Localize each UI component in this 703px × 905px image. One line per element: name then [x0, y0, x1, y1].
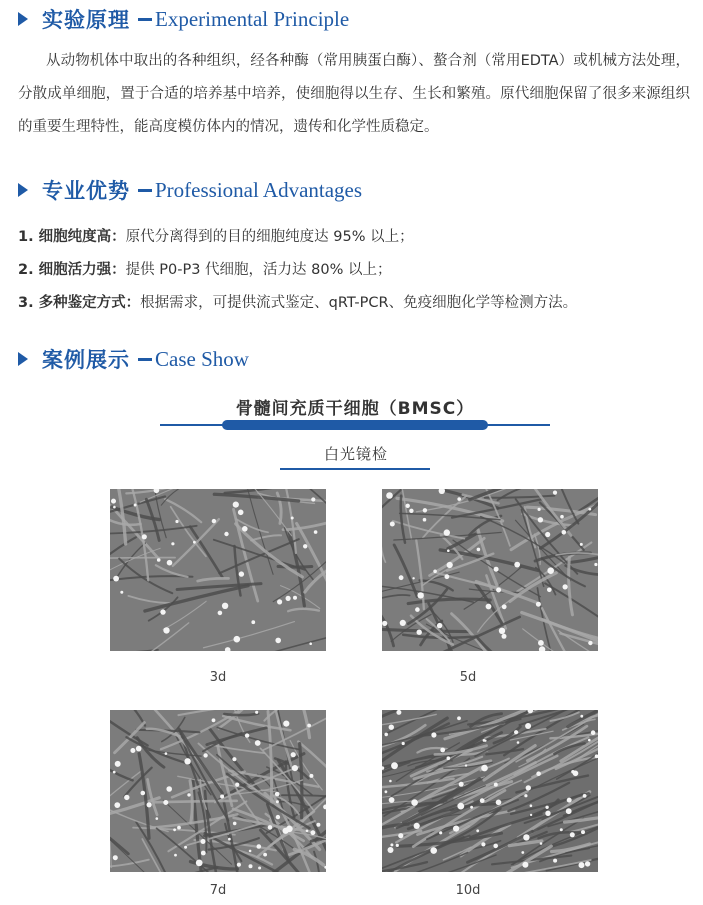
panel-divider-bar [222, 420, 488, 430]
panel-subtitle-underline [280, 468, 430, 470]
bright-cell [480, 798, 485, 803]
bright-cell [521, 851, 524, 854]
bright-cell [238, 510, 244, 516]
bright-cell [477, 548, 481, 552]
bright-cell [286, 826, 293, 833]
bright-cell [588, 739, 591, 742]
bright-cell [292, 765, 298, 771]
bright-cell [594, 563, 597, 566]
bright-cell [113, 771, 116, 774]
bright-cell [201, 839, 206, 844]
bright-cell [445, 574, 450, 579]
bright-cell [566, 808, 572, 814]
advantage-item-2 [18, 258, 698, 279]
micrograph-texture [110, 489, 326, 651]
advantages-heading [18, 174, 362, 206]
bright-cell [417, 630, 422, 635]
bright-cell [581, 830, 585, 834]
bright-cell [167, 560, 173, 566]
bright-cell [163, 800, 168, 805]
bright-cell [538, 640, 544, 646]
micrograph-10d [382, 710, 598, 872]
bright-cell [553, 859, 557, 863]
bright-cell [239, 571, 244, 576]
bright-cell [411, 799, 418, 806]
bright-cell [573, 771, 579, 777]
bright-cell [430, 847, 437, 854]
bright-cell [457, 716, 461, 720]
bright-cell [499, 628, 505, 634]
bright-cell [234, 636, 241, 643]
bright-cell [268, 825, 273, 830]
bright-cell [111, 499, 116, 504]
bright-cell [275, 792, 280, 797]
principle-title-en: Experimental Principle [155, 6, 350, 31]
bright-cell [203, 753, 207, 757]
bright-cell [523, 834, 529, 840]
bright-cell [293, 596, 297, 600]
caption-5d: 5d [459, 670, 477, 685]
principle-title-cn: 实验原理 [42, 8, 130, 32]
bright-cell [522, 862, 528, 868]
bright-cell [540, 842, 543, 845]
bright-cell [220, 795, 224, 799]
bright-cell [309, 774, 313, 778]
advantage-item-1 [18, 225, 698, 246]
bright-cell [457, 803, 464, 810]
bright-cell [212, 519, 216, 523]
bright-cell [553, 491, 557, 495]
bright-cell [525, 723, 531, 729]
bright-cell [237, 863, 241, 867]
bright-cell [276, 815, 280, 819]
bright-cell [311, 830, 316, 835]
bright-cell [277, 599, 282, 604]
bright-cell [545, 532, 550, 537]
bright-cell [258, 867, 261, 870]
bright-cell [388, 847, 394, 853]
bright-cell [545, 806, 548, 809]
bright-cell [444, 529, 450, 535]
bright-cell [538, 517, 543, 522]
bright-cell [588, 508, 591, 511]
bright-cell [255, 711, 258, 714]
bright-cell [384, 733, 388, 737]
bright-cell [291, 517, 294, 520]
bright-cell [201, 851, 206, 856]
advantages-title-en: Professional Advantages [155, 177, 363, 202]
bright-cell [562, 530, 567, 535]
bright-cell [437, 623, 442, 628]
bright-cell [224, 532, 228, 536]
bright-cell [588, 641, 592, 645]
bright-cell [228, 838, 231, 841]
bright-cell [400, 620, 406, 626]
bright-cell [245, 733, 249, 737]
bright-cell [417, 592, 423, 598]
bright-cell [591, 730, 596, 735]
bright-cell [232, 757, 236, 761]
advantage-label: 2. 细胞活力强： [18, 262, 126, 278]
bright-cell [486, 604, 492, 610]
micrograph-7d [110, 710, 326, 872]
bright-cell [303, 544, 307, 548]
bright-cell [465, 764, 467, 766]
bright-cell [502, 604, 507, 609]
bright-cell [563, 584, 568, 589]
bright-cell [476, 829, 479, 832]
bright-cell [124, 795, 129, 800]
micrograph-texture [110, 710, 326, 872]
bright-cell [184, 846, 187, 849]
bright-cell [113, 855, 118, 860]
bright-cell [156, 817, 159, 820]
bright-cell [524, 794, 527, 797]
bright-cell [423, 508, 427, 512]
bright-cell [457, 497, 461, 501]
triangle-bullet-icon [18, 352, 28, 366]
bright-cell [142, 534, 147, 539]
bright-cell [406, 504, 410, 508]
bright-cell [433, 570, 437, 574]
bright-cell [173, 828, 176, 831]
micrograph-texture [382, 710, 598, 872]
bright-cell [314, 530, 318, 534]
bright-cell [585, 861, 590, 866]
bright-cell [157, 558, 161, 562]
bright-cell [423, 518, 427, 522]
bright-cell [242, 526, 248, 532]
bright-cell [530, 804, 533, 807]
bright-cell [187, 793, 190, 796]
bright-cell [174, 854, 177, 857]
bright-cell [412, 577, 414, 579]
bright-cell [141, 791, 146, 796]
bright-cell [134, 504, 137, 507]
bright-cell [160, 609, 165, 614]
bright-cell [483, 739, 486, 742]
bright-cell [398, 833, 403, 838]
bright-cell [389, 797, 395, 803]
bright-cell [391, 762, 398, 769]
bright-cell [496, 588, 501, 593]
advantage-text: 原代分离得到的目的细胞纯度达 95% 以上； [125, 229, 414, 245]
advantage-label: 3. 多种鉴定方式： [18, 295, 141, 311]
bright-cell [130, 748, 135, 753]
bright-cell [440, 748, 445, 753]
bright-cell [481, 842, 485, 846]
caption-10d: 10d [455, 883, 481, 898]
bright-cell [113, 506, 116, 509]
bright-cell [184, 758, 190, 764]
bright-cell [389, 725, 394, 730]
principle-heading [18, 3, 349, 35]
bright-cell [390, 522, 395, 527]
bright-cell [390, 843, 393, 846]
bright-cell [414, 823, 420, 829]
bright-cell [470, 806, 473, 809]
bright-cell [579, 862, 585, 868]
bright-cell [453, 826, 459, 832]
bright-cell [517, 741, 520, 744]
bright-cell [514, 730, 518, 734]
bright-cell [193, 541, 196, 544]
cases-title-en: Case Show [155, 346, 249, 371]
advantage-label: 1. 细胞纯度高： [18, 229, 126, 245]
bright-cell [114, 802, 120, 808]
principle-paragraph: 从动物机体中取出的各种组织，经各种酶（常用胰蛋白酶）、螯合剂（常用EDTA）或机械方法处理，分散成单细胞，置于合适的培养基中培养，使细胞得以生存、生长和繁殖。原代细胞保留了很多来源组织的重要生理特性，能高度模仿体内的情况，遗传和化学性质稳定。 [18, 53, 690, 135]
bright-cell [560, 828, 563, 831]
bright-cell [196, 860, 203, 867]
bright-cell [249, 864, 253, 868]
bright-cell [514, 562, 520, 568]
bright-cell [218, 611, 223, 616]
title-dash [138, 18, 152, 21]
bright-cell [235, 783, 239, 787]
bright-cell [163, 627, 169, 633]
bright-cell [583, 794, 587, 798]
bright-cell [177, 826, 181, 830]
bright-cell [459, 782, 464, 787]
bright-cell [120, 591, 123, 594]
bright-cell [536, 771, 541, 776]
bright-cell [222, 603, 228, 609]
bright-cell [481, 765, 488, 772]
bright-cell [447, 562, 453, 568]
bright-cell [570, 832, 575, 837]
title-dash [138, 358, 152, 361]
bright-cell [255, 740, 261, 746]
bright-cell [385, 790, 388, 793]
bright-cell [165, 752, 168, 755]
bright-cell [283, 721, 289, 727]
bright-cell [291, 752, 296, 757]
bright-cell [386, 492, 393, 499]
bright-cell [113, 576, 119, 582]
bright-cell [547, 567, 554, 574]
bright-cell [409, 509, 413, 513]
triangle-bullet-icon [18, 183, 28, 197]
triangle-bullet-icon [18, 12, 28, 26]
title-dash [138, 189, 152, 192]
bright-cell [494, 567, 499, 572]
bright-cell [567, 798, 572, 803]
bright-cell [389, 780, 392, 783]
bright-cell [382, 621, 387, 626]
bright-cell [309, 642, 312, 645]
bright-cell [536, 602, 541, 607]
bright-cell [306, 830, 309, 833]
bright-cell [530, 814, 532, 816]
bright-cell [402, 742, 405, 745]
bright-cell [494, 783, 498, 787]
caption-7d: 7d [209, 883, 227, 898]
bright-cell [439, 831, 442, 834]
bright-cell [311, 497, 315, 501]
panel-subtitle: 白光镜检 [323, 445, 388, 463]
bright-cell [396, 844, 399, 847]
bright-cell [447, 549, 450, 552]
micrograph-texture [382, 489, 598, 651]
caption-3d: 3d [209, 670, 227, 685]
bright-cell [257, 844, 262, 849]
bright-cell [316, 823, 320, 827]
bright-cell [286, 596, 291, 601]
cases-title-cn: 案例展示 [42, 348, 130, 372]
bright-cell [526, 785, 531, 790]
bright-cell [547, 588, 552, 593]
bright-cell [560, 515, 564, 519]
bright-cell [545, 811, 550, 816]
bright-cell [212, 718, 216, 722]
bright-cell [580, 715, 583, 718]
micrograph-3d [110, 489, 326, 651]
bright-cell [171, 542, 174, 545]
bright-cell [580, 543, 583, 546]
bright-cell [251, 620, 255, 624]
advantages-title-cn: 专业优势 [42, 179, 130, 203]
bright-cell [396, 710, 401, 715]
advantage-text: 提供 P0-P3 代细胞，活力达 80% 以上； [125, 262, 392, 278]
bright-cell [493, 844, 498, 849]
bright-cell [307, 724, 311, 728]
bright-cell [496, 800, 502, 806]
bright-cell [233, 822, 237, 826]
bright-cell [502, 634, 507, 639]
micrograph-5d [382, 489, 598, 651]
bright-cell [115, 761, 121, 767]
bright-cell [431, 732, 436, 737]
bright-cell [249, 850, 252, 853]
bright-cell [233, 502, 239, 508]
advantage-item-3 [18, 291, 698, 312]
bright-cell [447, 756, 451, 760]
panel-title: 骨髓间充质干细胞（BMSC） [235, 399, 475, 419]
bright-cell [538, 508, 541, 511]
bright-cell [275, 638, 281, 644]
cases-heading [18, 343, 249, 375]
bright-cell [147, 802, 152, 807]
bright-cell [166, 786, 172, 792]
bright-cell [276, 800, 279, 803]
bright-cell [399, 575, 404, 580]
bright-cell [175, 520, 178, 523]
bright-cell [415, 607, 420, 612]
bright-cell [136, 746, 142, 752]
advantage-text: 根据需求，可提供流式鉴定、qRT-PCR、免疫细胞化学等检测方法。 [140, 295, 578, 311]
bright-cell [263, 853, 267, 857]
